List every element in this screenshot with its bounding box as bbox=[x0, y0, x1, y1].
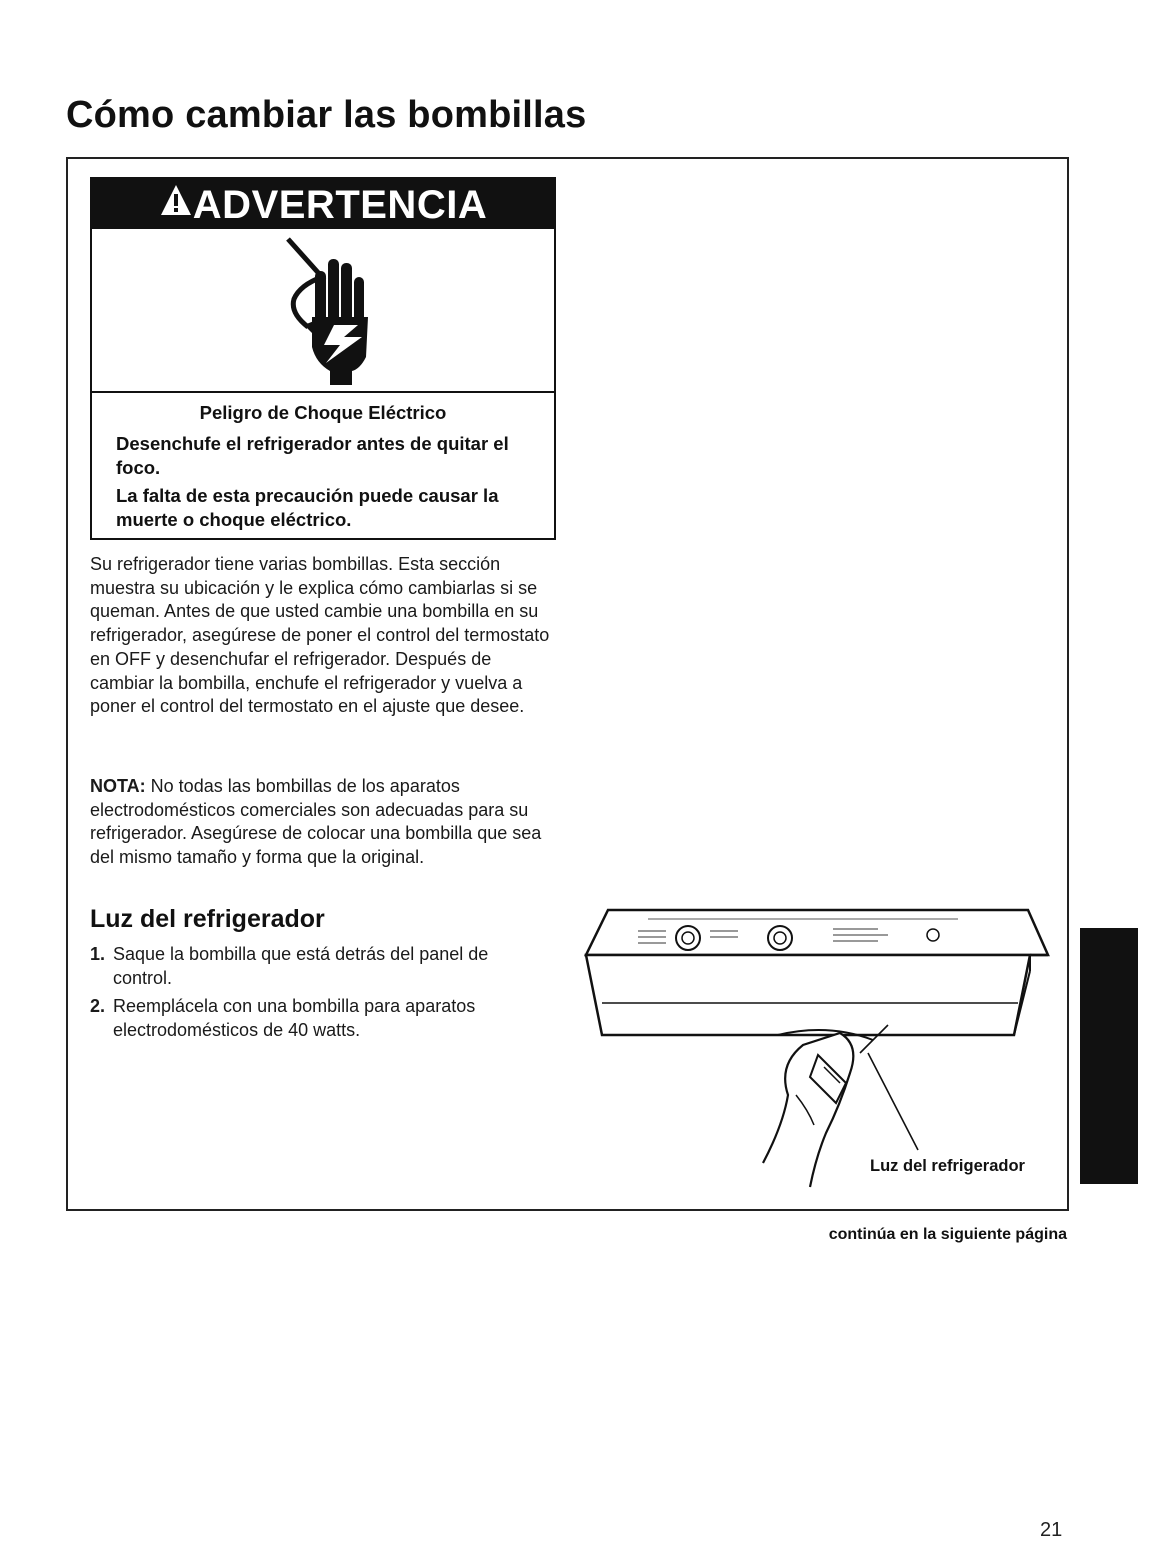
note-label: NOTA: bbox=[90, 776, 146, 796]
note-text: No todas las bombillas de los aparatos electrodomésticos comerciales son adecuadas para su refrigerador. Asegúrese de colocar una bombilla que sea del mismo tamaño y forma que la original. bbox=[90, 776, 542, 868]
refrigerator-light-illustration bbox=[578, 905, 1058, 1200]
step-number: 2. bbox=[90, 996, 106, 1016]
warning-box bbox=[90, 177, 556, 540]
illustration-label: Luz del refrigerador bbox=[870, 1157, 1025, 1175]
warning-header-label: ADVERTENCIA bbox=[192, 183, 488, 227]
warning-line-2: La falta de esta precaución puede causar la muerte o choque eléctrico. bbox=[116, 485, 499, 530]
section-title: Luz del refrigerador bbox=[90, 905, 325, 933]
warning-caption: Peligro de Choque Eléctrico bbox=[199, 402, 447, 423]
page-title: Cómo cambiar las bombillas bbox=[66, 94, 587, 136]
list-item bbox=[90, 943, 550, 990]
section-tab-marker bbox=[1080, 928, 1138, 1184]
continue-note: continúa en la siguiente página bbox=[828, 1226, 1067, 1243]
list-item bbox=[90, 995, 550, 1042]
warning-triangle-icon bbox=[159, 179, 193, 232]
step-text: Reemplácela con una bombilla para aparatos electrodomésticos de 40 watts. bbox=[113, 996, 476, 1040]
warning-divider bbox=[92, 391, 554, 393]
intro-paragraph: Su refrigerador tiene varias bombillas. Esta sección muestra su ubicación y le explica cómo cambiarlas si se queman. Antes de que usted cambie una bombilla en su refrigerador, asegúrese de poner el control del termostato en OFF y desenchufar el refrigerador. Después de cambiar la bombilla, enchufe el refrigerador y vuelva a poner el control del termostato en el ajuste que desee. bbox=[90, 554, 550, 717]
step-text: Saque la bombilla que está detrás del panel de control. bbox=[113, 944, 489, 988]
note-paragraph bbox=[90, 775, 560, 870]
electric-shock-hand-icon bbox=[282, 237, 372, 392]
step-number: 1. bbox=[90, 944, 106, 964]
warning-header bbox=[92, 179, 554, 229]
page-number: 21 bbox=[1040, 1519, 1063, 1541]
warning-line-1: Desenchufe el refrigerador antes de quitar el foco. bbox=[116, 433, 509, 478]
